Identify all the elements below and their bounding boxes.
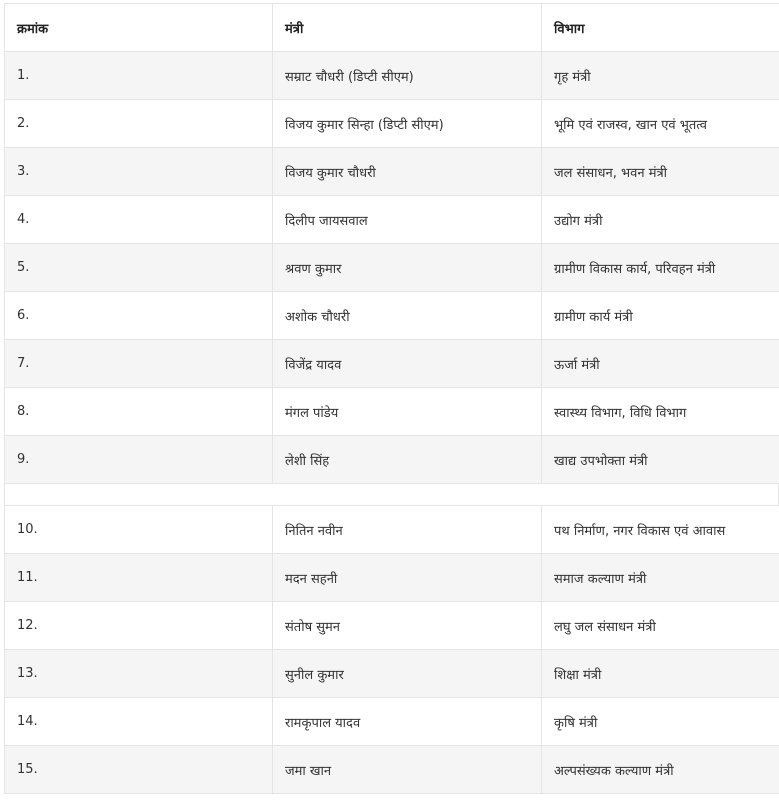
table-row xyxy=(5,650,779,698)
cell-department: ग्रामीण विकास कार्य, परिवहन मंत्री xyxy=(542,244,779,292)
table-header-row xyxy=(5,4,779,52)
cell-department: शिक्षा मंत्री xyxy=(542,650,779,698)
cell-serial: 8. xyxy=(5,388,273,436)
cell-department: खाद्य उपभोक्ता मंत्री xyxy=(542,436,779,484)
cell-serial: 5. xyxy=(5,244,273,292)
cell-minister: सम्राट चौधरी (डिप्टी सीएम) xyxy=(273,52,542,100)
ministers-table-continued xyxy=(4,505,779,794)
cell-minister: लेशी सिंह xyxy=(273,436,542,484)
cell-minister: अशोक चौधरी xyxy=(273,292,542,340)
cell-serial: 12. xyxy=(5,602,273,650)
cell-serial: 4. xyxy=(5,196,273,244)
cell-serial: 7. xyxy=(5,340,273,388)
table-row xyxy=(5,196,779,244)
cell-department: उद्योग मंत्री xyxy=(542,196,779,244)
table-row xyxy=(5,244,779,292)
cell-serial: 2. xyxy=(5,100,273,148)
table-row xyxy=(5,554,779,602)
cell-department: स्वास्थ्य विभाग, विधि विभाग xyxy=(542,388,779,436)
header-minister: मंत्री xyxy=(273,4,542,52)
table-row xyxy=(5,292,779,340)
cell-minister: विजय कुमार चौधरी xyxy=(273,148,542,196)
ministers-table xyxy=(4,3,779,484)
table-row xyxy=(5,148,779,196)
cell-serial: 9. xyxy=(5,436,273,484)
table-row xyxy=(5,52,779,100)
table-row xyxy=(5,100,779,148)
table-gap xyxy=(4,484,779,505)
table-row xyxy=(5,436,779,484)
cell-department: समाज कल्याण मंत्री xyxy=(542,554,779,602)
cell-minister: संतोष सुमन xyxy=(273,602,542,650)
cell-minister: रामकृपाल यादव xyxy=(273,698,542,746)
cell-serial: 3. xyxy=(5,148,273,196)
header-department: विभाग xyxy=(542,4,779,52)
cell-minister: मदन सहनी xyxy=(273,554,542,602)
table-row xyxy=(5,746,779,794)
cell-serial: 13. xyxy=(5,650,273,698)
cell-serial: 1. xyxy=(5,52,273,100)
cell-minister: नितिन नवीन xyxy=(273,506,542,554)
cell-department: ग्रामीण कार्य मंत्री xyxy=(542,292,779,340)
cell-department: भूमि एवं राजस्व, खान एवं भूतत्व xyxy=(542,100,779,148)
table-row xyxy=(5,388,779,436)
cell-serial: 6. xyxy=(5,292,273,340)
cell-serial: 11. xyxy=(5,554,273,602)
table-row xyxy=(5,602,779,650)
cell-department: अल्पसंख्यक कल्याण मंत्री xyxy=(542,746,779,794)
table-row xyxy=(5,340,779,388)
cell-minister: मंगल पांडेय xyxy=(273,388,542,436)
header-serial: क्रमांक xyxy=(5,4,273,52)
cell-department: लघु जल संसाधन मंत्री xyxy=(542,602,779,650)
cell-department: जल संसाधन, भवन मंत्री xyxy=(542,148,779,196)
cell-department: पथ निर्माण, नगर विकास एवं आवास xyxy=(542,506,779,554)
table-row xyxy=(5,698,779,746)
cell-department: गृह मंत्री xyxy=(542,52,779,100)
cell-minister: श्रवण कुमार xyxy=(273,244,542,292)
page xyxy=(4,3,779,794)
cell-serial: 14. xyxy=(5,698,273,746)
cell-serial: 10. xyxy=(5,506,273,554)
cell-serial: 15. xyxy=(5,746,273,794)
cell-minister: जमा खान xyxy=(273,746,542,794)
cell-minister: विजय कुमार सिन्हा (डिप्टी सीएम) xyxy=(273,100,542,148)
cell-department: कृषि मंत्री xyxy=(542,698,779,746)
cell-minister: सुनील कुमार xyxy=(273,650,542,698)
cell-minister: विजेंद्र यादव xyxy=(273,340,542,388)
cell-minister: दिलीप जायसवाल xyxy=(273,196,542,244)
table-row xyxy=(5,506,779,554)
cell-department: ऊर्जा मंत्री xyxy=(542,340,779,388)
